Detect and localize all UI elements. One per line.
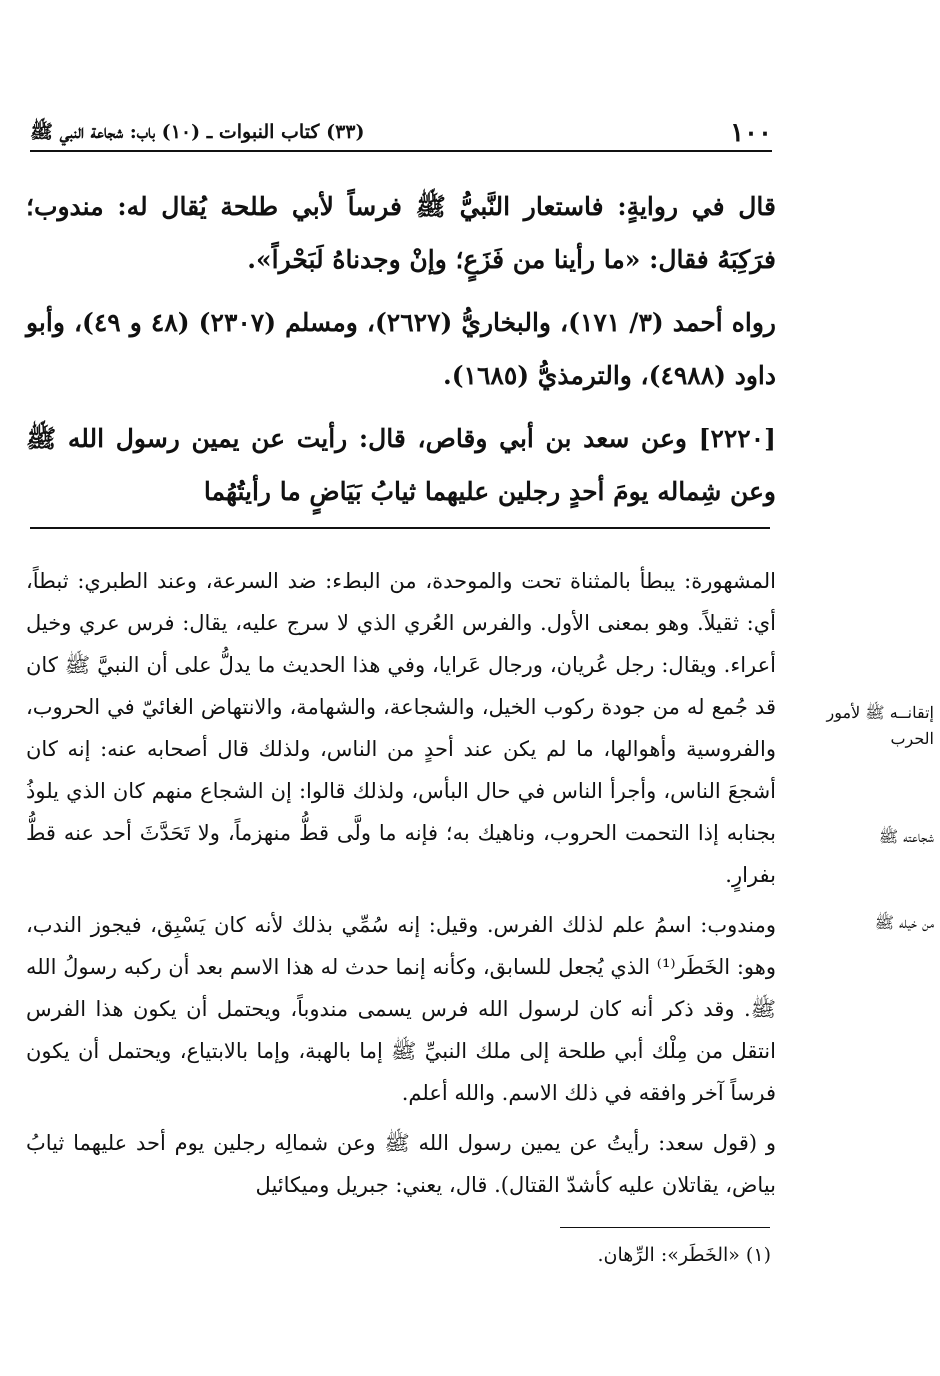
hadith-paragraph: قال في روايةٍ: فاستعار النَّبيُّ ﷺ فرساً لأبي طلحة يُقال له: مندوب؛ فرَكِبَهُ فقال: «ما رأينا من فَزَعٍ؛ وإنْ وجدناهُ لَبَحْراً». bbox=[26, 192, 776, 274]
footnote-rule bbox=[560, 1227, 770, 1228]
main-text bbox=[26, 180, 776, 528]
commentary-paragraph: و (قول سعد: رأيتُ عن يمين رسول الله ﷺ وعن شمالِه رجلين يوم أحد عليهما ثيابُ بياض، يقاتلان عليه كأشدّ القتال). قال، يعني: جبريل وميكائيل bbox=[26, 1131, 776, 1197]
margin-note-war-skill: إتقانــه ﷺ لأمور الحرب bbox=[826, 703, 934, 748]
page-header bbox=[30, 118, 772, 148]
margin-note-horses: من خيله ﷺ bbox=[874, 913, 934, 932]
margin-note-courage: شجاعته ﷺ bbox=[878, 827, 934, 846]
citation-paragraph: رواه أحمد (٣/ ١٧١)، والبخاريُّ (٢٦٢٧)، ومسلم (٢٣٠٧) (٤٨ و ٤٩)، وأبو داود (٤٩٨٨)، والترمذيُّ (١٦٨٥). bbox=[26, 308, 776, 390]
commentary-paragraph: ومندوب: اسمُ علم لذلك الفرس. وقيل: إنه سُمِّي بذلك لأنه كان يَسْبِق، فيجوز الندب، وهو: الخَطَر⁽¹⁾ الذي يُجعل للسابق، وكأنه إنما حدث له هذا الاسم بعد أن ركبه رسولُ الله ﷺ. وقد ذكر أنه كان لرسول الله فرس يسمى مندوباً، ويحتمل أن يكون هذا الفرس انتقل من مِلْك أبي طلحة إلى ملك النبيِّ ﷺ إما بالهبة، وإما بالابتياع، ويحتمل أن يكون فرساً آخر وافقه في ذلك الاسم. والله أعلم. bbox=[26, 913, 776, 1105]
header-rule bbox=[30, 150, 772, 152]
text-commentary-divider bbox=[30, 527, 770, 529]
hadith-paragraph: [٢٢٢٠] وعن سعد بن أبي وقاص، قال: رأيت عن يمين رسول الله ﷺ وعن شِماله يومَ أحدٍ رجلين عليهما ثيابُ بَيَاضٍ ما رأيتُهُما bbox=[26, 424, 776, 506]
commentary-text bbox=[26, 560, 776, 1214]
running-title: (٣٣) كتاب النبوات ـ (١٠) باب: شجاعة النبي ﷺ bbox=[30, 121, 365, 143]
page-number: ١٠٠ bbox=[730, 118, 772, 148]
footnote: (١) «الخَطَر»: الرِّهان. bbox=[597, 1244, 771, 1266]
commentary-paragraph: المشهورة: يبطأ بالمثناة تحت والموحدة، من البطء: ضد السرعة، وعند الطبري: ثبطاً، أي: ثقيلاً. وهو بمعنى الأول. والفرس العُري الذي لا سرج عليه، يقال: فرس عري وخيل أعراء. ويقال: رجل عُريان، ورجال عَرايا، وفي هذا الحديث ما يدلُّ على أن النبيَّ ﷺ كان قد جُمع له من جودة ركوب الخيل، والشجاعة، والشهامة، والانتهاض الغائيّ في الحروب، والفروسية وأهوالها، ما لم يكن عند أحدٍ من الناس، ولذلك قال أصحابه عنه: إنه كان أشجعَ الناس، وأجرأ الناس في حال البأس، ولذلك قالوا: إن الشجاع منهم كان الذي يلوذُ بجنابه إذا التحمت الحروب، وناهيك به؛ فإنه ما ولَّى قطُّ منهزماً، ولا تَحَدَّثَ أحد عنه قطُّ بفرارٍ. bbox=[26, 569, 776, 887]
